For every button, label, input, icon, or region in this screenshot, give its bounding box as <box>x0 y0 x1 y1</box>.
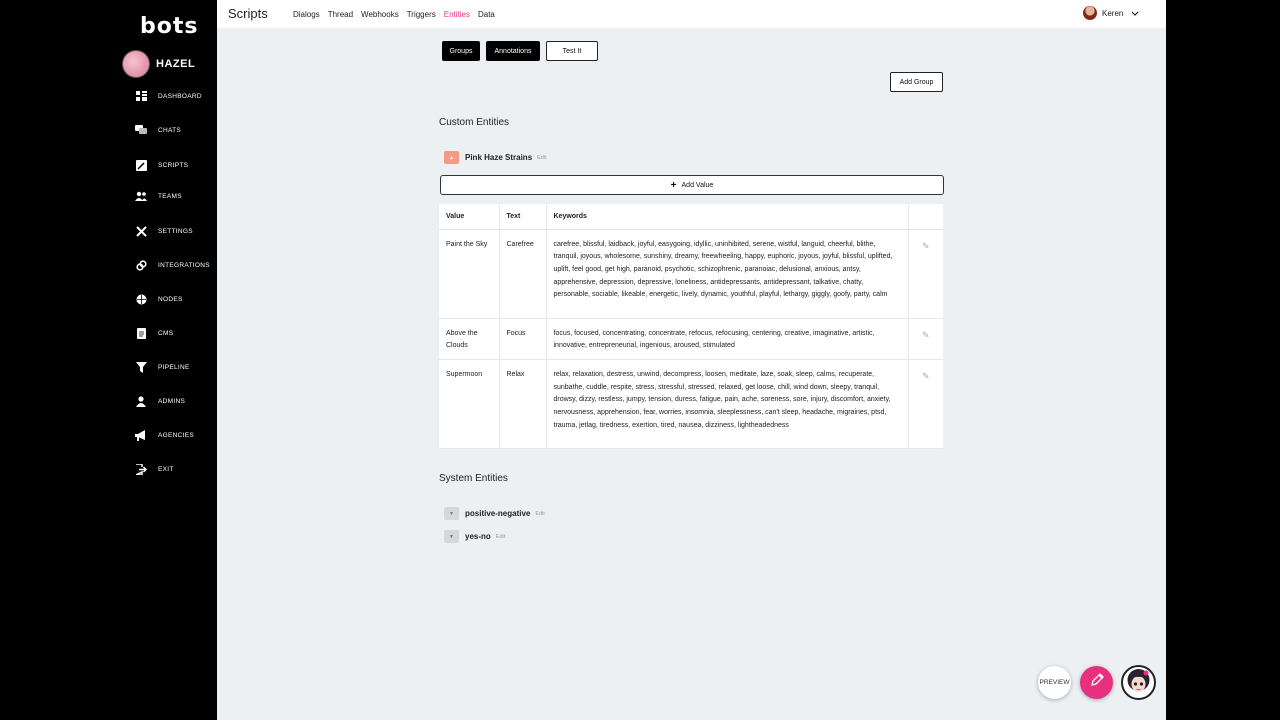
column-header-value: Value <box>439 204 499 229</box>
sidebar-item-label: SCRIPTS <box>158 161 189 169</box>
tab-triggers[interactable]: Triggers <box>406 10 436 19</box>
entity-values-table <box>439 204 943 449</box>
teams-icon <box>135 190 147 202</box>
edit-cell <box>908 318 943 359</box>
tab-data[interactable]: Data <box>477 10 495 19</box>
sidebar-item-pipeline[interactable] <box>135 361 190 373</box>
sidebar-item-integrations[interactable] <box>135 259 210 271</box>
sidebar-item-dashboard[interactable] <box>135 90 202 102</box>
table-header-row <box>439 204 943 229</box>
link-icon <box>135 259 147 271</box>
caret-down-icon: ▼ <box>449 533 454 540</box>
top-bar <box>217 0 1166 28</box>
sidebar-item-label: AGENCIES <box>158 431 194 439</box>
page-title: Scripts <box>228 6 268 21</box>
pencil-icon[interactable]: ✎ <box>921 370 930 381</box>
entity-group-row <box>444 151 547 164</box>
table-row <box>439 318 943 359</box>
tab-thread[interactable]: Thread <box>327 10 354 19</box>
text-cell: Relax <box>499 359 546 448</box>
value-cell: Supermoon <box>439 359 499 448</box>
keywords-cell: carefree, blissful, laidback, joyful, easygoing, idyllic, uninhibited, serene, wistful, languid, cheerful, blithe, tranquil, joyous, wholesome, sunshiny, dreamy, freewheeling, happy, euphoric, joyous, joyful, blissful, uplifted, uplift, feel good, get high, paranoid, psychotic, schizophrenic, paranoiac, delusional, anxious, antsy, apprehensive, depression, depressive, loneliness, antidepressants, antidepressant, talkative, chatty, personable, sociable, likeable, energetic, lively, dynamic, youthful, playful, lethargy, giggly, goofy, party, calm <box>546 229 908 318</box>
add-value-button[interactable] <box>440 175 944 195</box>
test-it-button[interactable]: Test It <box>546 41 598 61</box>
sidebar <box>0 0 217 720</box>
column-header-keywords: Keywords <box>546 204 908 229</box>
sidebar-item-nodes[interactable] <box>135 293 183 305</box>
sidebar-item-label: INTEGRATIONS <box>158 261 210 269</box>
assistant-avatar[interactable] <box>1121 665 1156 700</box>
user-avatar <box>1083 6 1097 20</box>
document-icon <box>135 327 147 339</box>
column-header-actions <box>908 204 943 229</box>
sidebar-item-label: DASHBOARD <box>158 92 202 100</box>
sidebar-item-teams[interactable] <box>135 190 182 202</box>
user-menu[interactable] <box>1083 6 1139 20</box>
sidebar-item-label: TEAMS <box>158 192 182 200</box>
system-entity-name: yes-no <box>465 532 491 541</box>
bot-profile[interactable] <box>122 50 195 78</box>
entity-group-name: Pink Haze Strains <box>465 153 533 162</box>
edit-fab-button[interactable] <box>1080 666 1113 699</box>
nodes-icon <box>135 293 147 305</box>
sidebar-item-settings[interactable] <box>135 225 193 237</box>
add-group-button[interactable]: Add Group <box>890 72 943 92</box>
system-entity-row <box>444 507 545 520</box>
custom-entities-heading: Custom Entities <box>439 117 510 128</box>
sidebar-item-agencies[interactable] <box>135 429 194 441</box>
caret-up-icon: ▲ <box>449 154 454 161</box>
value-cell: Above the Clouds <box>439 318 499 359</box>
tab-dialogs[interactable]: Dialogs <box>293 10 320 19</box>
pencil-icon[interactable]: ✎ <box>921 329 930 340</box>
main-content <box>217 0 1166 720</box>
tab-webhooks[interactable]: Webhooks <box>361 10 399 19</box>
keywords-cell: relax, relaxation, destress, unwind, decompress, loosen, meditate, laze, soak, sleep, calms, recuperate, sunbathe, cuddle, respite, stress, stressful, stressed, relaxed, get loose, chill, wind down, sleepy, tranquil, drowsy, dizzy, restless, jumpy, tension, duress, fatigue, pain, ache, soreness, sore, injury, discomfort, anxiety, nervousness, apprehension, fear, worries, insomnia, sleeplessness, can't sleep, headache, migraines, ptsd, trauma, jetlag, tiredness, exertion, tired, nausea, dizziness, lightheadedness <box>546 359 908 448</box>
sidebar-item-label: CMS <box>158 329 174 337</box>
pencil-icon <box>1089 672 1105 693</box>
sidebar-item-label: PIPELINE <box>158 363 190 371</box>
tab-entities[interactable]: Entities <box>443 10 470 19</box>
dashboard-icon <box>135 90 147 102</box>
sidebar-item-cms[interactable] <box>135 327 173 339</box>
text-cell: Focus <box>499 318 546 359</box>
sidebar-item-label: SETTINGS <box>158 227 193 235</box>
expand-toggle[interactable] <box>444 507 459 520</box>
collapse-toggle[interactable] <box>444 151 459 164</box>
right-margin <box>1166 0 1280 720</box>
groups-button[interactable]: Groups <box>442 41 480 61</box>
add-value-label: Add Value <box>681 181 714 189</box>
keywords-cell: focus, focused, concentrating, concentrate, refocus, refocusing, centering, creative, imaginative, artistic, innovative, entrepreneurial, ingenious, aroused, stimulated <box>546 318 908 359</box>
bot-name: HAZEL <box>156 58 196 70</box>
assistant-face-icon <box>1123 667 1154 698</box>
table-row <box>439 229 943 318</box>
sidebar-item-label: CHATS <box>158 126 182 134</box>
caret-down-icon: ▼ <box>449 510 454 517</box>
preview-button[interactable]: PREVIEW <box>1038 666 1071 699</box>
bot-avatar <box>122 50 150 78</box>
sidebar-item-label: ADMINS <box>158 397 186 405</box>
system-entity-name: positive-negative <box>465 509 531 518</box>
value-cell: Paint the Sky <box>439 229 499 318</box>
user-name: Keren <box>1102 8 1124 18</box>
chats-icon <box>135 124 147 136</box>
megaphone-icon <box>135 429 147 441</box>
sidebar-item-label: EXIT <box>158 465 174 473</box>
plus-icon: + <box>670 179 677 191</box>
top-nav <box>293 10 503 19</box>
system-entities-heading: System Entities <box>439 473 508 484</box>
annotations-button[interactable]: Annotations <box>486 41 540 61</box>
column-header-text: Text <box>499 204 546 229</box>
sidebar-item-scripts[interactable] <box>135 159 188 171</box>
admin-user-icon <box>135 395 147 407</box>
expand-toggle[interactable] <box>444 530 459 543</box>
system-entity-row <box>444 530 505 543</box>
edit-system-entity-link[interactable]: Edit <box>535 510 545 517</box>
edit-system-entity-link[interactable]: Edit <box>495 533 506 540</box>
table-row <box>439 359 943 448</box>
sidebar-item-exit[interactable] <box>135 463 174 475</box>
exit-icon <box>135 463 147 475</box>
edit-group-link[interactable]: Edit <box>537 154 547 161</box>
edit-cell <box>908 229 943 318</box>
bots-logo <box>140 14 198 39</box>
edit-cell <box>908 359 943 448</box>
scripts-icon <box>135 159 147 171</box>
funnel-icon <box>135 361 147 373</box>
sidebar-item-label: NODES <box>158 295 183 303</box>
sidebar-item-chats[interactable] <box>135 124 181 136</box>
sidebar-item-admins[interactable] <box>135 395 185 407</box>
chevron-down-icon <box>1131 9 1139 18</box>
text-cell: Carefree <box>499 229 546 318</box>
pencil-icon[interactable]: ✎ <box>921 240 930 251</box>
wrench-icon <box>135 225 147 237</box>
logo-text: bots <box>140 14 199 39</box>
